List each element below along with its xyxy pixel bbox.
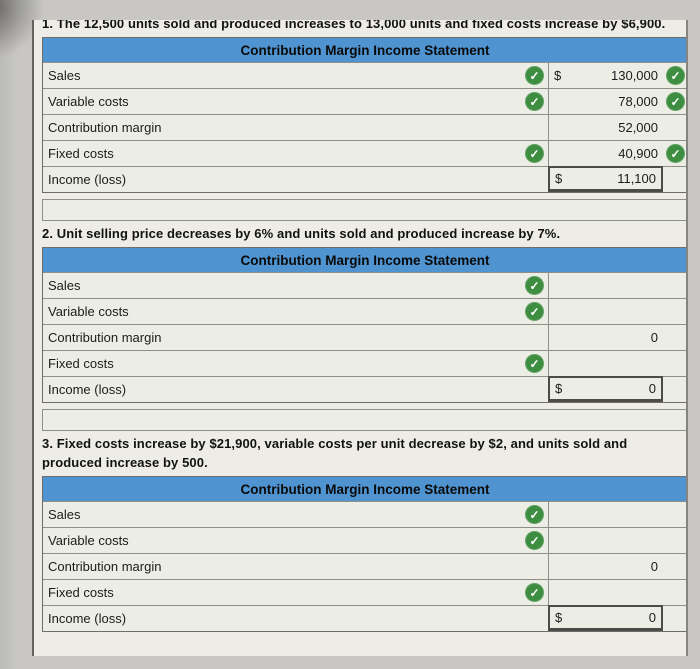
row-label-cell[interactable] xyxy=(43,63,548,88)
row-label: Fixed costs xyxy=(48,585,114,600)
section-3 xyxy=(42,434,686,632)
correct-check-icon: ✓ xyxy=(525,144,544,163)
table-row-contribution-margin xyxy=(43,553,687,579)
table-row-contribution-margin xyxy=(43,324,687,350)
table-row-contribution-margin xyxy=(43,114,687,140)
row-label: Sales xyxy=(48,278,81,293)
value-text: 0 xyxy=(650,330,658,345)
row-label: Contribution margin xyxy=(48,120,162,135)
correct-check-icon: ✓ xyxy=(666,66,685,85)
check-slot xyxy=(663,528,687,553)
row-label-cell xyxy=(43,115,548,140)
correct-check-icon: ✓ xyxy=(525,583,544,602)
worksheet-panel xyxy=(32,20,688,656)
row-label-cell[interactable] xyxy=(43,528,548,553)
contribution-margin-table-1 xyxy=(42,37,688,193)
check-slot xyxy=(663,115,687,140)
value-text: 52,000 xyxy=(618,120,658,135)
value-cell[interactable] xyxy=(548,299,663,324)
row-label: Contribution margin xyxy=(48,330,162,345)
row-label: Variable costs xyxy=(48,94,129,109)
table-row-variable-costs xyxy=(43,298,687,324)
row-label: Income (loss) xyxy=(48,172,127,187)
check-slot xyxy=(663,502,687,527)
table-row-sales xyxy=(43,501,687,527)
row-label-cell[interactable] xyxy=(43,502,548,527)
check-slot xyxy=(663,351,687,376)
table-row-income-loss xyxy=(43,376,687,402)
value-text: 40,900 xyxy=(618,146,658,161)
table-row-sales xyxy=(43,62,687,88)
check-slot xyxy=(663,141,687,166)
row-label-cell xyxy=(43,554,548,579)
table-row-fixed-costs xyxy=(43,350,687,376)
check-slot xyxy=(663,273,687,298)
table-row-sales xyxy=(43,272,687,298)
value-cell xyxy=(548,115,663,140)
value-cell xyxy=(548,605,663,631)
currency-symbol: $ xyxy=(555,381,563,396)
row-label: Fixed costs xyxy=(48,146,114,161)
table-title-bar xyxy=(43,38,687,62)
value-text: 11,100 xyxy=(617,171,656,186)
row-label: Sales xyxy=(48,68,81,83)
row-label-cell xyxy=(43,377,548,402)
contribution-margin-table-3 xyxy=(42,476,688,632)
check-slot xyxy=(663,554,687,579)
value-cell[interactable] xyxy=(548,502,663,527)
row-label-cell xyxy=(43,325,548,350)
check-slot xyxy=(663,299,687,324)
check-slot xyxy=(663,606,687,631)
row-label-cell[interactable] xyxy=(43,273,548,298)
row-label-cell[interactable] xyxy=(43,299,548,324)
table-row-variable-costs xyxy=(43,88,687,114)
value-cell xyxy=(548,166,663,192)
correct-check-icon: ✓ xyxy=(525,505,544,524)
spacer-row xyxy=(42,199,688,221)
row-label-cell[interactable] xyxy=(43,89,548,114)
row-label: Fixed costs xyxy=(48,356,114,371)
table-row-income-loss xyxy=(43,605,687,631)
table-row-fixed-costs xyxy=(43,579,687,605)
correct-check-icon: ✓ xyxy=(525,66,544,85)
check-slot xyxy=(663,89,687,114)
table-row-variable-costs xyxy=(43,527,687,553)
value-cell[interactable] xyxy=(548,528,663,553)
value-cell[interactable] xyxy=(548,141,663,166)
row-label: Income (loss) xyxy=(48,611,127,626)
check-slot xyxy=(663,63,687,88)
value-text: 78,000 xyxy=(618,94,658,109)
check-slot xyxy=(663,325,687,350)
correct-check-icon: ✓ xyxy=(525,276,544,295)
row-label-cell xyxy=(43,606,548,631)
row-label-cell[interactable] xyxy=(43,141,548,166)
table-title: Contribution Margin Income Statement xyxy=(240,252,490,268)
value-text: 130,000 xyxy=(611,68,658,83)
row-label: Variable costs xyxy=(48,533,129,548)
section-1 xyxy=(42,20,686,221)
row-label: Variable costs xyxy=(48,304,129,319)
check-slot xyxy=(663,377,687,402)
value-cell xyxy=(548,376,663,402)
row-label-cell[interactable] xyxy=(43,580,548,605)
section-title: 1. The 12,500 units sold and produced increases to 13,000 units and fixed costs increase by $6,900. xyxy=(42,20,666,31)
row-label-cell[interactable] xyxy=(43,351,548,376)
correct-check-icon: ✓ xyxy=(525,354,544,373)
correct-check-icon: ✓ xyxy=(525,302,544,321)
table-title-bar xyxy=(43,477,687,501)
section-title: 2. Unit selling price decreases by 6% and units sold and produced increase by 7%. xyxy=(42,226,561,241)
check-slot xyxy=(663,580,687,605)
value-cell[interactable] xyxy=(548,273,663,298)
contribution-margin-table-2 xyxy=(42,247,688,403)
value-text: 0 xyxy=(648,610,656,625)
value-cell xyxy=(548,325,663,350)
value-cell[interactable] xyxy=(548,63,663,88)
spacer-row xyxy=(42,409,688,431)
currency-symbol: $ xyxy=(555,610,563,625)
section-2 xyxy=(42,224,686,431)
correct-check-icon: ✓ xyxy=(666,144,685,163)
row-label-cell xyxy=(43,167,548,192)
section-title: 3. Fixed costs increase by $21,900, variable costs per unit decrease by $2, and units sold and produced increase by 500. xyxy=(42,436,628,470)
correct-check-icon: ✓ xyxy=(666,92,685,111)
table-title-bar xyxy=(43,248,687,272)
check-slot xyxy=(663,167,687,192)
value-text: 0 xyxy=(648,381,656,396)
currency-symbol: $ xyxy=(554,68,562,83)
row-label: Income (loss) xyxy=(48,382,127,397)
currency-symbol: $ xyxy=(555,171,563,186)
table-title: Contribution Margin Income Statement xyxy=(240,42,490,58)
table-title: Contribution Margin Income Statement xyxy=(240,481,490,497)
table-row-fixed-costs xyxy=(43,140,687,166)
correct-check-icon: ✓ xyxy=(525,92,544,111)
value-cell[interactable] xyxy=(548,580,663,605)
value-cell[interactable] xyxy=(548,351,663,376)
value-cell[interactable] xyxy=(548,89,663,114)
row-label: Sales xyxy=(48,507,81,522)
value-cell xyxy=(548,554,663,579)
row-label: Contribution margin xyxy=(48,559,162,574)
value-text: 0 xyxy=(650,559,658,574)
table-row-income-loss xyxy=(43,166,687,192)
correct-check-icon: ✓ xyxy=(525,531,544,550)
